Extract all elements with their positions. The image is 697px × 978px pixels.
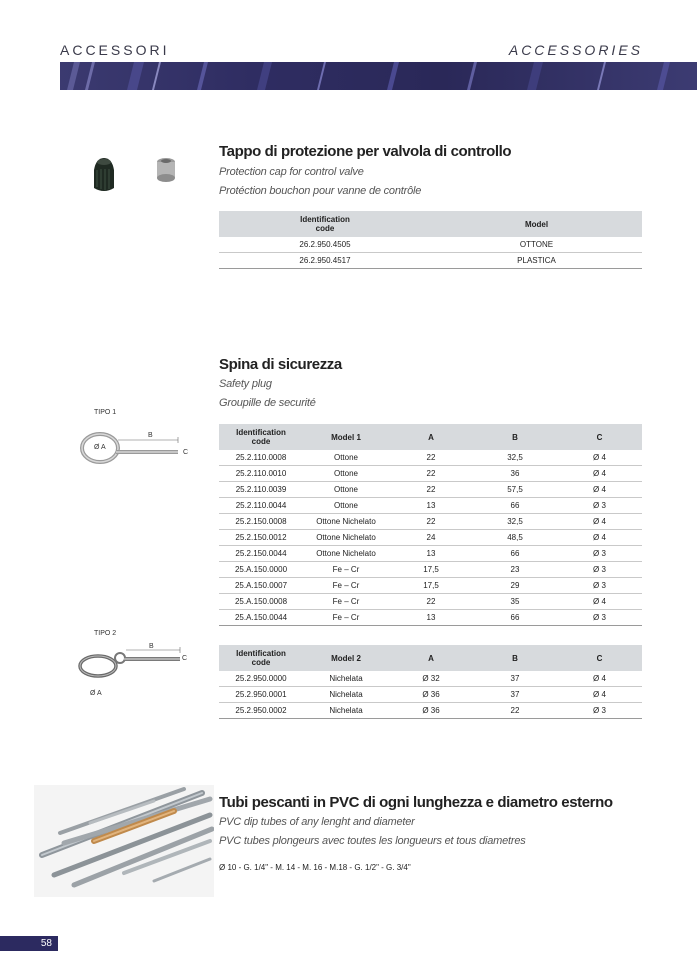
cell: 23 [473,562,557,578]
cell: Ø 3 [557,703,642,719]
tipo2-dim-a: Ø A [90,690,102,697]
section3-title: Tubi pescanti in PVC di ogni lunghezza e diametro esterno [219,794,613,811]
tipo1-dim-a: Ø A [94,444,106,451]
col-header-id: Identification code [219,424,303,450]
section2-table-model1 [219,424,642,626]
header-right-title: ACCESSORIES [508,42,643,58]
section3-sizes-note: Ø 10 - G. 1/4" - M. 14 - M. 16 - M.18 - G. 1/2" - G. 3/4" [219,863,411,872]
cell: 66 [473,610,557,626]
cell: 26.2.950.4517 [219,253,431,269]
tipo1-label: TIPO 1 [94,409,117,416]
col-header-model2: Model 2 [303,645,389,671]
table-row [219,703,642,719]
cell: 22 [389,466,473,482]
section2-title: Spina di sicurezza [219,356,342,373]
cell: 17,5 [389,562,473,578]
col-header-a: A [389,424,473,450]
cell: 48,5 [473,530,557,546]
cell: 17,5 [389,578,473,594]
table-row [219,594,642,610]
col-header-b: B [473,645,557,671]
cell: 13 [389,498,473,514]
cell: Ø 3 [557,562,642,578]
col-header-c: C [557,645,642,671]
cell: Ø 4 [557,450,642,466]
cell: 25.A.150.0044 [219,610,303,626]
cell: Ottone [303,466,389,482]
col-header-id: Identification code [219,211,431,237]
cell: 25.2.150.0044 [219,546,303,562]
cell: 25.A.150.0007 [219,578,303,594]
pvc-dip-tubes-image [34,785,214,897]
protection-cap-images [88,150,188,198]
safety-plug-type1-icon [78,426,193,478]
tipo2-dim-c: C [182,655,188,662]
cell: Ø 4 [557,482,642,498]
col-header-c: C [557,424,642,450]
col-header-a: A [389,645,473,671]
cell: 13 [389,610,473,626]
section3-subtitle-en: PVC dip tubes of any lenght and diameter [219,816,415,828]
cell: 13 [389,546,473,562]
cell: Ø 4 [557,671,642,687]
cell: Ø 4 [557,466,642,482]
cell: Ottone [303,498,389,514]
cell: 25.2.110.0008 [219,450,303,466]
cell: 35 [473,594,557,610]
header-left-title: ACCESSORI [60,42,170,58]
cell: Fe – Cr [303,594,389,610]
cell: 29 [473,578,557,594]
cell: 25.A.150.0008 [219,594,303,610]
table-row [219,530,642,546]
cell: 37 [473,671,557,687]
section2-subtitle-en: Safety plug [219,378,272,390]
black-plastic-cap-icon [94,158,114,191]
col-header-b: B [473,424,557,450]
section1-table [219,211,642,269]
table-row [219,253,642,269]
table-row [219,687,642,703]
cell: Ø 4 [557,594,642,610]
cell: Ø 4 [557,530,642,546]
cell: 25.2.110.0039 [219,482,303,498]
cell: Ø 4 [557,687,642,703]
cell: Nichelata [303,671,389,687]
cell: 22 [473,703,557,719]
cell: 25.A.150.0000 [219,562,303,578]
cell: PLASTICA [431,253,642,269]
cell: 66 [473,498,557,514]
cell: 37 [473,687,557,703]
cell: Nichelata [303,687,389,703]
cell: 57,5 [473,482,557,498]
section3-subtitle-fr: PVC tubes plongeurs avec toutes les longueurs et tous diametres [219,835,526,847]
table-row [219,450,642,466]
cell: 22 [389,514,473,530]
col-header-model1: Model 1 [303,424,389,450]
section2-subtitle-fr: Groupille de securité [219,397,316,409]
cell: Fe – Cr [303,610,389,626]
section1-subtitle-fr: Protéction bouchon pour vanne de contrôle [219,185,422,197]
table-row [219,578,642,594]
header-banner [60,62,697,90]
table-row [219,610,642,626]
table-row [219,514,642,530]
section1-subtitle-en: Protection cap for control valve [219,166,364,178]
cell: Ø 3 [557,546,642,562]
cell: Ø 3 [557,578,642,594]
cell: 22 [389,482,473,498]
cell: Ø 36 [389,703,473,719]
table-row [219,466,642,482]
tipo2-dim-b: B [149,643,154,650]
cell: Ø 3 [557,498,642,514]
cell: 22 [389,594,473,610]
cell: Ottone Nichelato [303,514,389,530]
table-row [219,237,642,253]
cell: Ottone [303,482,389,498]
table-row [219,482,642,498]
cell: 25.2.150.0008 [219,514,303,530]
safety-plug-type2-icon [76,644,191,688]
cell: 22 [389,450,473,466]
cell: 25.2.110.0044 [219,498,303,514]
section2-table-model2 [219,645,642,719]
cell: Ottone [303,450,389,466]
cell: 66 [473,546,557,562]
brass-cap-icon [157,158,175,182]
cell: Ottone Nichelato [303,530,389,546]
cell: 32,5 [473,450,557,466]
cell: 26.2.950.4505 [219,237,431,253]
tipo2-label: TIPO 2 [94,630,117,637]
table-row [219,546,642,562]
table-row [219,671,642,687]
cell: Ø 3 [557,610,642,626]
cell: Nichelata [303,703,389,719]
col-header-id: Identification code [219,645,303,671]
tipo1-dim-c: C [183,449,189,456]
page-number: 58 [0,936,58,951]
cell: OTTONE [431,237,642,253]
cell: 25.2.950.0000 [219,671,303,687]
cell: Ø 36 [389,687,473,703]
cell: 25.2.950.0001 [219,687,303,703]
cell: 36 [473,466,557,482]
cell: 25.2.150.0012 [219,530,303,546]
cell: Ø 32 [389,671,473,687]
col-header-model: Model [431,211,642,237]
cell: Fe – Cr [303,562,389,578]
tipo1-dim-b: B [148,432,153,439]
table-row [219,562,642,578]
cell: Ø 4 [557,514,642,530]
cell: Fe – Cr [303,578,389,594]
table-row [219,498,642,514]
cell: Ottone Nichelato [303,546,389,562]
cell: 32,5 [473,514,557,530]
cell: 25.2.110.0010 [219,466,303,482]
cell: 25.2.950.0002 [219,703,303,719]
cell: 24 [389,530,473,546]
section1-title: Tappo di protezione per valvola di controllo [219,143,512,160]
